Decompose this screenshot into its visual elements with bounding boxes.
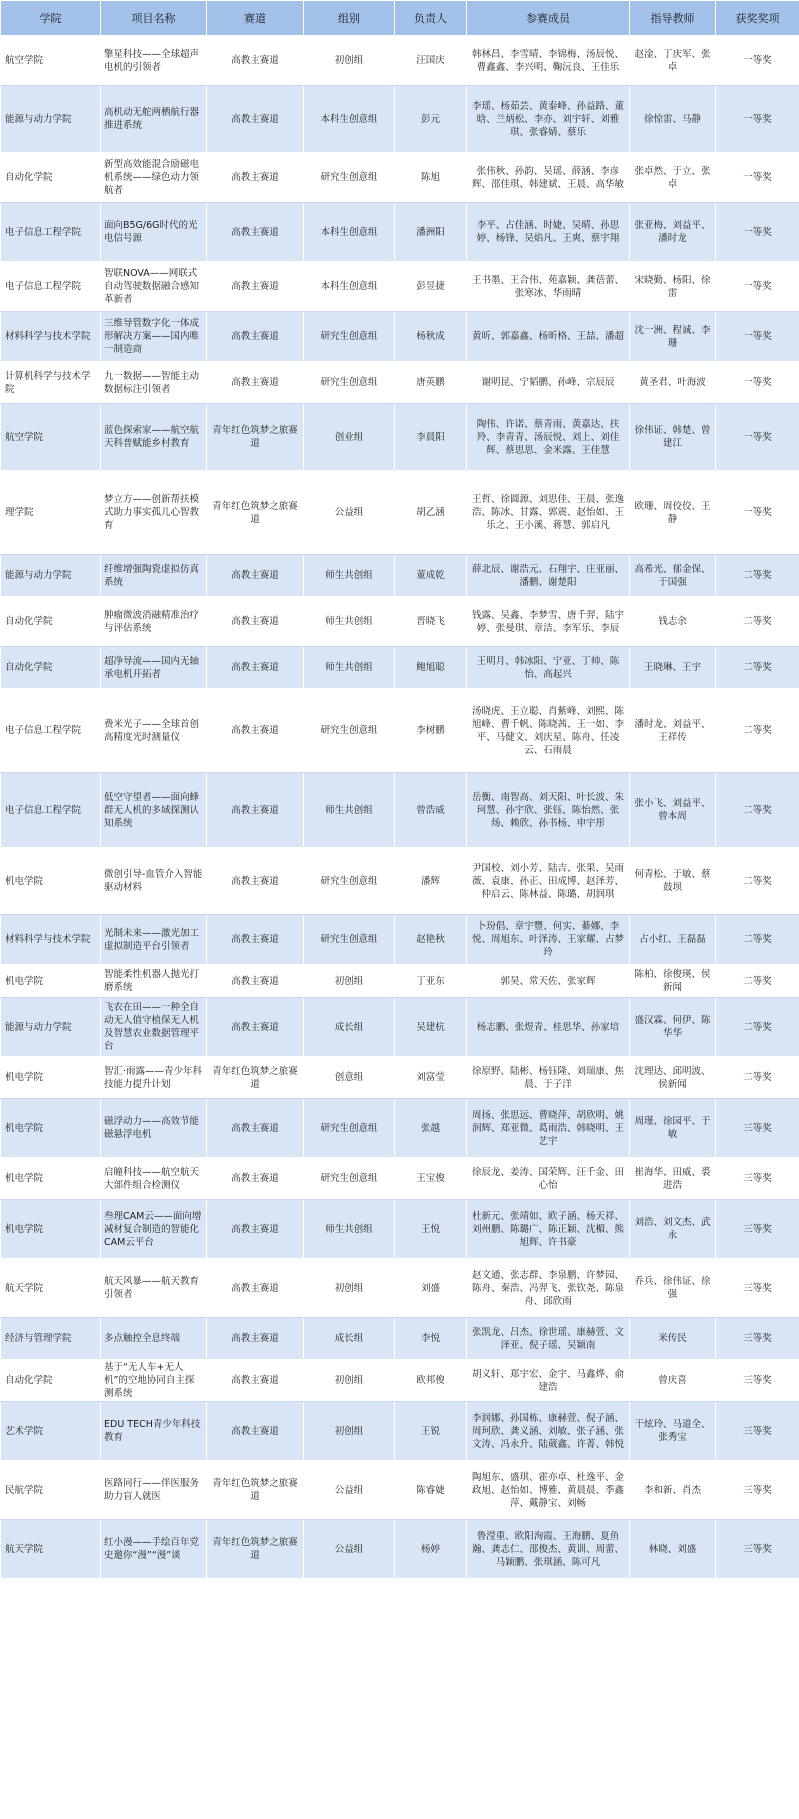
group-cell: 公益组 (304, 1461, 395, 1520)
advisors-cell: 赵淦、丁庆军、张卓 (630, 36, 716, 86)
award-cell: 二等奖 (716, 555, 799, 597)
track-cell: 高教主赛道 (207, 262, 304, 312)
advisors-cell: 徐惊雷、马静 (630, 86, 716, 153)
members-cell: 王明月、韩冰阳、宁亚、丁帅、陈怡、高起兴 (467, 647, 630, 689)
advisors-cell: 张亚梅、刘益平、潘时龙 (630, 203, 716, 262)
track-cell: 高教主赛道 (207, 153, 304, 203)
advisors-cell: 徐伟证、韩楚、曾建江 (630, 404, 716, 471)
group-cell: 师生共创组 (304, 555, 395, 597)
advisors-cell: 崔海华、田威、裘进浩 (630, 1158, 716, 1200)
advisors-cell: 陈柏、徐俊瑛、侯新闻 (630, 965, 716, 998)
track-cell: 高教主赛道 (207, 362, 304, 404)
leader-cell: 杨婷 (395, 1520, 467, 1579)
leader-cell: 杨秋成 (395, 312, 467, 362)
track-cell: 高教主赛道 (207, 1318, 304, 1360)
track-cell: 高教主赛道 (207, 1402, 304, 1461)
award-cell: 二等奖 (716, 965, 799, 998)
advisors-cell: 刘浩、刘文杰、武永 (630, 1200, 716, 1259)
members-cell: 汤晓虎、王立聪、肖紫峰、刘熙、陈旭峰、曹千帆、陈晓茜、王一如、李平、马健文、刘庆星、陈舟、任凌云、石雨晨 (467, 689, 630, 773)
group-cell: 成长组 (304, 998, 395, 1057)
advisors-cell: 盛汉霖、何伊、陈华华 (630, 998, 716, 1057)
award-cell: 二等奖 (716, 689, 799, 773)
group-cell: 初创组 (304, 1360, 395, 1402)
college-cell: 自动化学院 (1, 647, 101, 689)
college-cell: 自动化学院 (1, 597, 101, 647)
award-cell: 一等奖 (716, 404, 799, 471)
members-cell: 徐辰龙、姜涛、国荣辉、汪千金、田心怡 (467, 1158, 630, 1200)
leader-cell: 欧邦俊 (395, 1360, 467, 1402)
table-row (1, 1520, 799, 1579)
award-cell: 二等奖 (716, 998, 799, 1057)
members-cell: 徐原野、陆彬、杨钰隆、刘瑞康、焦晨、于子洋 (467, 1057, 630, 1099)
award-cell: 二等奖 (716, 1057, 799, 1099)
track-cell: 高教主赛道 (207, 1158, 304, 1200)
members-cell: 钱露、吴鑫、李梦雪、唐千羿、陆宇婷、张曼琪、章洁、李军乐、李辰 (467, 597, 630, 647)
table-row (1, 597, 799, 647)
advisors-cell: 张小飞、刘益平、曾本周 (630, 773, 716, 848)
group-cell: 研究生创意组 (304, 848, 395, 915)
members-cell: 黄昕、郭嘉鑫、杨昕格、王喆、潘超 (467, 312, 630, 362)
project-name-cell: 光制未来——激光加工虚拟制造平台引领者 (101, 915, 207, 965)
college-cell: 自动化学院 (1, 153, 101, 203)
college-cell: 电子信息工程学院 (1, 773, 101, 848)
college-cell: 能源与动力学院 (1, 555, 101, 597)
group-cell: 公益组 (304, 471, 395, 555)
table-row (1, 203, 799, 262)
table-row (1, 404, 799, 471)
members-cell: 谢明昆、宁韬鹏、孙峰、宗辰辰 (467, 362, 630, 404)
project-name-cell: 基于“无人车+无人机”的空地协同自主探测系统 (101, 1360, 207, 1402)
table-row (1, 647, 799, 689)
award-cell: 一等奖 (716, 262, 799, 312)
leader-cell: 陈睿婕 (395, 1461, 467, 1520)
table-row (1, 689, 799, 773)
college-cell: 航天学院 (1, 1259, 101, 1318)
project-name-cell: 航天风暴——航天教育引领者 (101, 1259, 207, 1318)
table-row (1, 915, 799, 965)
header-project: 项目名称 (101, 1, 207, 36)
leader-cell: 彭元 (395, 86, 467, 153)
college-cell: 电子信息工程学院 (1, 689, 101, 773)
project-name-cell: 启瞳科技——航空航天大部件组合检测仪 (101, 1158, 207, 1200)
group-cell: 初创组 (304, 965, 395, 998)
group-cell: 研究生创意组 (304, 1158, 395, 1200)
group-cell: 研究生创意组 (304, 362, 395, 404)
award-cell: 一等奖 (716, 86, 799, 153)
header-leader: 负责人 (395, 1, 467, 36)
track-cell: 青年红色筑梦之旅赛道 (207, 404, 304, 471)
project-name-cell: 擎星科技——全球超声电机的引领者 (101, 36, 207, 86)
track-cell: 青年红色筑梦之旅赛道 (207, 1461, 304, 1520)
project-name-cell: 费米光子——全球首创高精度光时测量仪 (101, 689, 207, 773)
project-name-cell: 低空守望者——面向蜂群无人机的多域探测认知系统 (101, 773, 207, 848)
project-name-cell: 纤维增强陶瓷虚拟仿真系统 (101, 555, 207, 597)
header-college: 学院 (1, 1, 101, 36)
track-cell: 高教主赛道 (207, 36, 304, 86)
leader-cell: 汪国庆 (395, 36, 467, 86)
header-track: 赛道 (207, 1, 304, 36)
award-cell: 一等奖 (716, 36, 799, 86)
award-cell: 二等奖 (716, 597, 799, 647)
advisors-cell: 潘时龙、刘益平、王祥传 (630, 689, 716, 773)
members-cell: 陶旭东、盛琪、霍亦卓、杜逸平、金政旭、赵怡如、博雅、黄晨晨、季鑫萍、戴静宝、刘畅 (467, 1461, 630, 1520)
members-cell: 李平、占佳涵、时婕、吴晴、孙思婷、杨锋、吴焰凡、王爽、蔡宇翔 (467, 203, 630, 262)
track-cell: 高教主赛道 (207, 915, 304, 965)
track-cell: 高教主赛道 (207, 1099, 304, 1158)
college-cell: 机电学院 (1, 1099, 101, 1158)
project-name-cell: 红小漫——手绘百年党史邀你“漫”“漫”谈 (101, 1520, 207, 1579)
college-cell: 航空学院 (1, 404, 101, 471)
college-cell: 机电学院 (1, 848, 101, 915)
members-cell: 韩林昌、李雪晴、李锦梅、汤辰悦、曹鑫鑫、李兴明、鞠沅良、王佳乐 (467, 36, 630, 86)
track-cell: 高教主赛道 (207, 597, 304, 647)
members-cell: 李润娜、孙国栋、康赫萱、倪子涵、周珂欣、龚义涵、刘敏、张子涵、张文涛、冯永升、陆葳鑫、许菁、韩悦 (467, 1402, 630, 1461)
members-cell: 岳衡、南智高、刘天阳、叶长波、朱珂慧、孙宇欣、张钰、陈怡然、张炀、赖欣、孙书杨、申宇彤 (467, 773, 630, 848)
award-cell: 二等奖 (716, 915, 799, 965)
award-cell: 三等奖 (716, 1200, 799, 1259)
table-row (1, 1259, 799, 1318)
college-cell: 经济与管理学院 (1, 1318, 101, 1360)
table-row (1, 965, 799, 998)
table-row (1, 1461, 799, 1520)
leader-cell: 唐英鹏 (395, 362, 467, 404)
project-name-cell: 微创引导-血管介入智能驱动材料 (101, 848, 207, 915)
group-cell: 师生共创组 (304, 1200, 395, 1259)
leader-cell: 胡乙涵 (395, 471, 467, 555)
project-name-cell: 新型高效能混合励磁电机系统——绿色动力领航者 (101, 153, 207, 203)
table-row (1, 555, 799, 597)
college-cell: 电子信息工程学院 (1, 262, 101, 312)
track-cell: 高教主赛道 (207, 998, 304, 1057)
leader-cell: 王锐 (395, 1402, 467, 1461)
advisors-cell: 曾庆喜 (630, 1360, 716, 1402)
leader-cell: 李悦 (395, 1318, 467, 1360)
project-name-cell: 磁浮动力——高效节能磁悬浮电机 (101, 1099, 207, 1158)
award-cell: 三等奖 (716, 1520, 799, 1579)
award-cell: 二等奖 (716, 647, 799, 689)
track-cell: 高教主赛道 (207, 1200, 304, 1259)
leader-cell: 张越 (395, 1099, 467, 1158)
members-cell: 尹国校、刘小芳、陆吉、张果、吴雨薇、袁康、孙正、田成博、赵泽芳、仲启云、陈林益、陈璐、胡润琪 (467, 848, 630, 915)
table-row (1, 262, 799, 312)
leader-cell: 晋晓飞 (395, 597, 467, 647)
table-row (1, 1057, 799, 1099)
leader-cell: 王宝俊 (395, 1158, 467, 1200)
table-row (1, 1158, 799, 1200)
advisors-cell: 占小红、王磊磊 (630, 915, 716, 965)
leader-cell: 赵艳秋 (395, 915, 467, 965)
members-cell: 薛北辰、谢浩元、石翔宇、庄亚丽、潘鹏、谢楚阳 (467, 555, 630, 597)
header-group: 组别 (304, 1, 395, 36)
advisors-cell: 高希光、郁金保、于国强 (630, 555, 716, 597)
project-name-cell: 智联NOVA——网联式自动驾驶数据融合感知革新者 (101, 262, 207, 312)
group-cell: 研究生创意组 (304, 153, 395, 203)
advisors-cell: 宋晓勤、杨阳、徐雷 (630, 262, 716, 312)
track-cell: 高教主赛道 (207, 1360, 304, 1402)
college-cell: 材料科学与技术学院 (1, 915, 101, 965)
track-cell: 高教主赛道 (207, 203, 304, 262)
college-cell: 艺术学院 (1, 1402, 101, 1461)
table-row (1, 1200, 799, 1259)
project-name-cell: 叁理CAM云——面向增减材复合制造的智能化CAM云平台 (101, 1200, 207, 1259)
college-cell: 机电学院 (1, 1200, 101, 1259)
members-cell: 周扬、张思远、曹晓萍、胡欣明、姚润辉、郑亚微、葛雨浩、韩晓明、王艺宇 (467, 1099, 630, 1158)
track-cell: 青年红色筑梦之旅赛道 (207, 471, 304, 555)
award-cell: 三等奖 (716, 1318, 799, 1360)
leader-cell: 潘辉 (395, 848, 467, 915)
header-row (1, 1, 799, 36)
group-cell: 初创组 (304, 1402, 395, 1461)
table-row (1, 1318, 799, 1360)
leader-cell: 丁亚东 (395, 965, 467, 998)
members-cell: 胡义轩、郑宇宏、金宇、马鑫烨、俞建浩 (467, 1360, 630, 1402)
project-name-cell: 三维导管数字化一体成形解决方案——国内唯一制造商 (101, 312, 207, 362)
college-cell: 机电学院 (1, 965, 101, 998)
members-cell: 张凯龙、吕杰、徐世瑶、康赫萱、文泽亚、倪子瑶、吴颖南 (467, 1318, 630, 1360)
advisors-cell: 李和新、肖杰 (630, 1461, 716, 1520)
track-cell: 青年红色筑梦之旅赛道 (207, 1057, 304, 1099)
leader-cell: 曾浩威 (395, 773, 467, 848)
advisors-cell: 乔兵、徐伟证、徐强 (630, 1259, 716, 1318)
award-cell: 三等奖 (716, 1461, 799, 1520)
table-row (1, 1099, 799, 1158)
members-cell: 郭昊、常天佐、张家辉 (467, 965, 630, 998)
project-name-cell: 智汇·雨露——青少年科技能力提升计划 (101, 1057, 207, 1099)
leader-cell: 潘洲阳 (395, 203, 467, 262)
group-cell: 本科生创意组 (304, 203, 395, 262)
header-award: 获奖奖项 (716, 1, 799, 36)
leader-cell: 李晨阳 (395, 404, 467, 471)
advisors-cell: 何青松、于敏、蔡鼓坝 (630, 848, 716, 915)
award-cell: 一等奖 (716, 312, 799, 362)
track-cell: 高教主赛道 (207, 773, 304, 848)
track-cell: 高教主赛道 (207, 848, 304, 915)
members-cell: 杨志鹏、张煜青、桂思华、孙家培 (467, 998, 630, 1057)
award-cell: 二等奖 (716, 848, 799, 915)
college-cell: 能源与动力学院 (1, 998, 101, 1057)
college-cell: 航天学院 (1, 1520, 101, 1579)
table-body (1, 36, 799, 1579)
table-row (1, 471, 799, 555)
college-cell: 能源与动力学院 (1, 86, 101, 153)
leader-cell: 王悦 (395, 1200, 467, 1259)
group-cell: 本科生创意组 (304, 86, 395, 153)
college-cell: 电子信息工程学院 (1, 203, 101, 262)
members-cell: 卜玢倡、章宇豐、何实、綦娜、李悦、周旭东、叶泽涛、王家耀、占梦玲 (467, 915, 630, 965)
table-row (1, 773, 799, 848)
group-cell: 研究生创意组 (304, 312, 395, 362)
group-cell: 研究生创意组 (304, 1099, 395, 1158)
track-cell: 青年红色筑梦之旅赛道 (207, 1520, 304, 1579)
college-cell: 航空学院 (1, 36, 101, 86)
group-cell: 创业组 (304, 404, 395, 471)
advisors-cell: 张卓然、于立、张卓 (630, 153, 716, 203)
project-name-cell: EDU TECH青少年科技教育 (101, 1402, 207, 1461)
project-name-cell: 医路同行——伴医服务助力盲人就医 (101, 1461, 207, 1520)
advisors-cell: 黄圣君、叶海波 (630, 362, 716, 404)
table-row (1, 848, 799, 915)
members-cell: 李瑶、杨茹芸、黄泰峰、孙益路、董晗、兰炳松、李亦、刘宇轩、刘雅琪、张睿婧、蔡乐 (467, 86, 630, 153)
track-cell: 高教主赛道 (207, 965, 304, 998)
group-cell: 公益组 (304, 1520, 395, 1579)
track-cell: 高教主赛道 (207, 312, 304, 362)
college-cell: 计算机科学与技术学院 (1, 362, 101, 404)
group-cell: 师生共创组 (304, 647, 395, 689)
leader-cell: 陈旭 (395, 153, 467, 203)
track-cell: 高教主赛道 (207, 86, 304, 153)
members-cell: 赵文通、张志群、李泉鹏、许梦园、陈舟、秦浩、冯羿飞、张钦尧、陈泉舟、邱欣雨 (467, 1259, 630, 1318)
college-cell: 民航学院 (1, 1461, 101, 1520)
table-row (1, 1402, 799, 1461)
project-name-cell: 超净导流——国内无轴承电机开拓者 (101, 647, 207, 689)
leader-cell: 彭昱捷 (395, 262, 467, 312)
award-cell: 三等奖 (716, 1402, 799, 1461)
award-cell: 一等奖 (716, 153, 799, 203)
group-cell: 师生共创组 (304, 773, 395, 848)
track-cell: 高教主赛道 (207, 647, 304, 689)
table-header (1, 1, 799, 36)
table-row (1, 86, 799, 153)
leader-cell: 鲍旭聪 (395, 647, 467, 689)
members-cell: 鲁滢重、欧阳洵霞、王海鹏、夏鱼瀚、龚志仁、邵俊杰、黄训、周蕾、马颖鹏、张琪涵、陈可凡 (467, 1520, 630, 1579)
college-cell: 材料科学与技术学院 (1, 312, 101, 362)
project-name-cell: 多点触控全息终端 (101, 1318, 207, 1360)
advisors-cell: 干炫玲、马道全、张秀宝 (630, 1402, 716, 1461)
header-members: 参赛成员 (467, 1, 630, 36)
project-name-cell: 智能柔性机器人抛光打磨系统 (101, 965, 207, 998)
members-cell: 王哲、徐圆源、刘思佳、王晨、张逸浩、陈冰、甘露、郭震、赵怡如、王乐之、王小溪、蒋慧、郭启凡 (467, 471, 630, 555)
advisors-cell: 米传民 (630, 1318, 716, 1360)
members-cell: 张伟秋、孙韵、吴瑶、薛涵、李彦辉、邵佳琪、韩建斌、王晨、高华敏 (467, 153, 630, 203)
header-advisors: 指导教师 (630, 1, 716, 36)
leader-cell: 李树鹏 (395, 689, 467, 773)
group-cell: 初创组 (304, 36, 395, 86)
table-row (1, 998, 799, 1057)
project-name-cell: 高机动无舵两栖航行器推进系统 (101, 86, 207, 153)
advisors-cell: 钱志余 (630, 597, 716, 647)
track-cell: 高教主赛道 (207, 689, 304, 773)
table-row (1, 153, 799, 203)
award-cell: 一等奖 (716, 362, 799, 404)
award-cell: 一等奖 (716, 203, 799, 262)
track-cell: 高教主赛道 (207, 1259, 304, 1318)
award-cell: 三等奖 (716, 1259, 799, 1318)
award-cell: 三等奖 (716, 1360, 799, 1402)
award-cell: 一等奖 (716, 471, 799, 555)
project-name-cell: 蓝色探索家——航空航天科普赋能乡村教育 (101, 404, 207, 471)
members-cell: 杜新元、张靖如、欧子涵、杨天祥、刘州鹏、陈璐广、陈正颖、沈楣、熊旭辉、许书豪 (467, 1200, 630, 1259)
group-cell: 成长组 (304, 1318, 395, 1360)
table-row (1, 312, 799, 362)
advisors-cell: 王晓琳、王宇 (630, 647, 716, 689)
project-name-cell: 梦立方——创新帮扶模式助力事实孤儿心智教育 (101, 471, 207, 555)
college-cell: 机电学院 (1, 1158, 101, 1200)
project-name-cell: 飞农在田——一种全自动无人值守植保无人机及智慧农业数据管理平台 (101, 998, 207, 1057)
group-cell: 创意组 (304, 1057, 395, 1099)
group-cell: 研究生创意组 (304, 915, 395, 965)
project-name-cell: 肿瘤微波消融精准治疗与评估系统 (101, 597, 207, 647)
college-cell: 机电学院 (1, 1057, 101, 1099)
award-cell: 三等奖 (716, 1099, 799, 1158)
group-cell: 研究生创意组 (304, 689, 395, 773)
leader-cell: 刘盛 (395, 1259, 467, 1318)
members-cell: 王书墨、王合伟、苑嘉颖、龚蓓蕾、张寒冰、华雨晴 (467, 262, 630, 312)
table-row (1, 36, 799, 86)
advisors-cell: 周瑾、徐园平、于敏 (630, 1099, 716, 1158)
track-cell: 高教主赛道 (207, 555, 304, 597)
group-cell: 师生共创组 (304, 597, 395, 647)
group-cell: 本科生创意组 (304, 262, 395, 312)
table-row (1, 1360, 799, 1402)
leader-cell: 刘富莹 (395, 1057, 467, 1099)
advisors-cell: 沈理达、邱明波、侯新闻 (630, 1057, 716, 1099)
award-cell: 二等奖 (716, 773, 799, 848)
leader-cell: 董成乾 (395, 555, 467, 597)
advisors-cell: 沈一洲、程诚、李珊 (630, 312, 716, 362)
project-name-cell: 面向B5G/6G时代的光电信号源 (101, 203, 207, 262)
advisors-cell: 欧珊、周佼佼、王静 (630, 471, 716, 555)
project-name-cell: 九一数据——智能主动数据标注引领者 (101, 362, 207, 404)
college-cell: 自动化学院 (1, 1360, 101, 1402)
members-cell: 陶伟、许诺、蔡青雨、黄嘉达、扶羚、李青青、汤辰悦、刘上、刘佳辉、蔡思思、金米露、王佳慧 (467, 404, 630, 471)
table-row (1, 362, 799, 404)
leader-cell: 吴建杭 (395, 998, 467, 1057)
award-cell: 三等奖 (716, 1158, 799, 1200)
college-cell: 理学院 (1, 471, 101, 555)
group-cell: 初创组 (304, 1259, 395, 1318)
advisors-cell: 林晓、刘盛 (630, 1520, 716, 1579)
